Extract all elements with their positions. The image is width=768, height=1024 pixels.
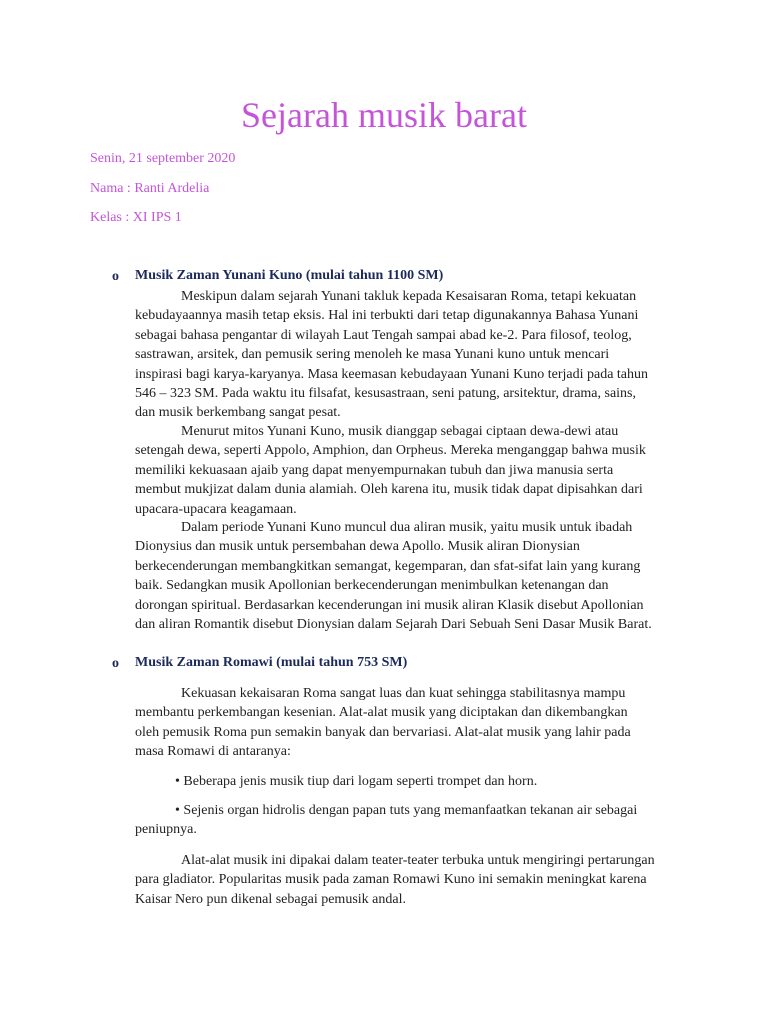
document-date: Senin, 21 september 2020	[90, 151, 236, 166]
list-item: • Sejenis organ hidrolis dengan papan tuts yang memanfaatkan tekanan air sebagai peniupnya.	[135, 803, 638, 838]
paragraph: Meskipun dalam sejarah Yunani takluk kepada Kesaisaran Roma, tetapi kekuatan kebudayaannya masih tetap eksis. Hal ini terbukti dari tetap digunakannya Bahasa Yunani sebagai bahasa pengantar di wilayah Laut Tengah sampai abad ke-2. Para filosof, teolog, sastrawan, arsitek, dan pemusik sering menoleh ke masa Yunani kuno untuk mencari inspirasi bagi karya-karyanya. Masa keemasan kebudayaan Yunani Kuno terjadi pada tahun 546 – 323 SM. Pada waktu itu filsafat, kesusastraan, seni patung, arsitektur, drama, sains, dan musik berkembang sangat pesat.	[135, 289, 649, 421]
section-heading: Musik Zaman Romawi (mulai tahun 753 SM)	[135, 655, 408, 670]
paragraph: Kekuasan kekaisaran Roma sangat luas dan kuat sehingga stabilitasnya mampu membantu perkembangan kesenian. Alat-alat musik yang diciptakan dan dikembangkan oleh pemusik Roma pun semakin banyak dan bervariasi. Alat-alat musik yang lahir pada masa Romawi di antaranya:	[135, 686, 631, 760]
paragraph: Alat-alat musik ini dipakai dalam teater-teater terbuka untuk mengiringi pertarungan para gladiator. Popularitas musik pada zaman Romawi Kuno ini semakin meningkat karena Kaisar Nero pun dikenal sebagai pemusik andal.	[135, 853, 655, 907]
section-heading: Musik Zaman Yunani Kuno (mulai tahun 1100 SM)	[135, 268, 444, 283]
document-title: Sejarah musik barat	[241, 95, 527, 135]
author-name: Nama : Ranti Ardelia	[90, 181, 210, 196]
paragraph: Dalam periode Yunani Kuno muncul dua aliran musik, yaitu musik untuk ibadah Dionysius dan musik untuk persembahan dewa Apollo. Musik aliran Dionysian berkecenderungan membangkitkan semangat, kegemparan, dan sfat-sifat lain yang kurang baik. Sedangkan musik Apollonian berkecenderungan menimbulkan ketenangan dan dorongan spiritual. Berdasarkan kecenderungan ini musik aliran Klasik disebut Apollonian dan aliran Romantik disebut Dionysian dalam Sejarah Dari Sebuah Seni Dasar Musik Barat.	[135, 520, 652, 633]
list-item: • Beberapa jenis musik tiup dari logam seperti trompet dan horn.	[175, 774, 538, 789]
paragraph: Menurut mitos Yunani Kuno, musik dianggap sebagai ciptaan dewa-dewi atau setengah dewa, seperti Appolo, Amphion, dan Orpheus. Mereka menganggap bahwa musik memiliki kekuasaan ajaib yang dapat menyempurnakan tubuh dan jiwa manusia serta membut mukjizat dalam dunia alamiah. Oleh karena itu, musik tidak dapat dipisahkan dari upacara-upacara keagamaan.	[135, 424, 646, 517]
section-bullet: o	[112, 269, 119, 284]
section-bullet: o	[112, 656, 119, 671]
author-class: Kelas : XI IPS 1	[90, 210, 182, 225]
